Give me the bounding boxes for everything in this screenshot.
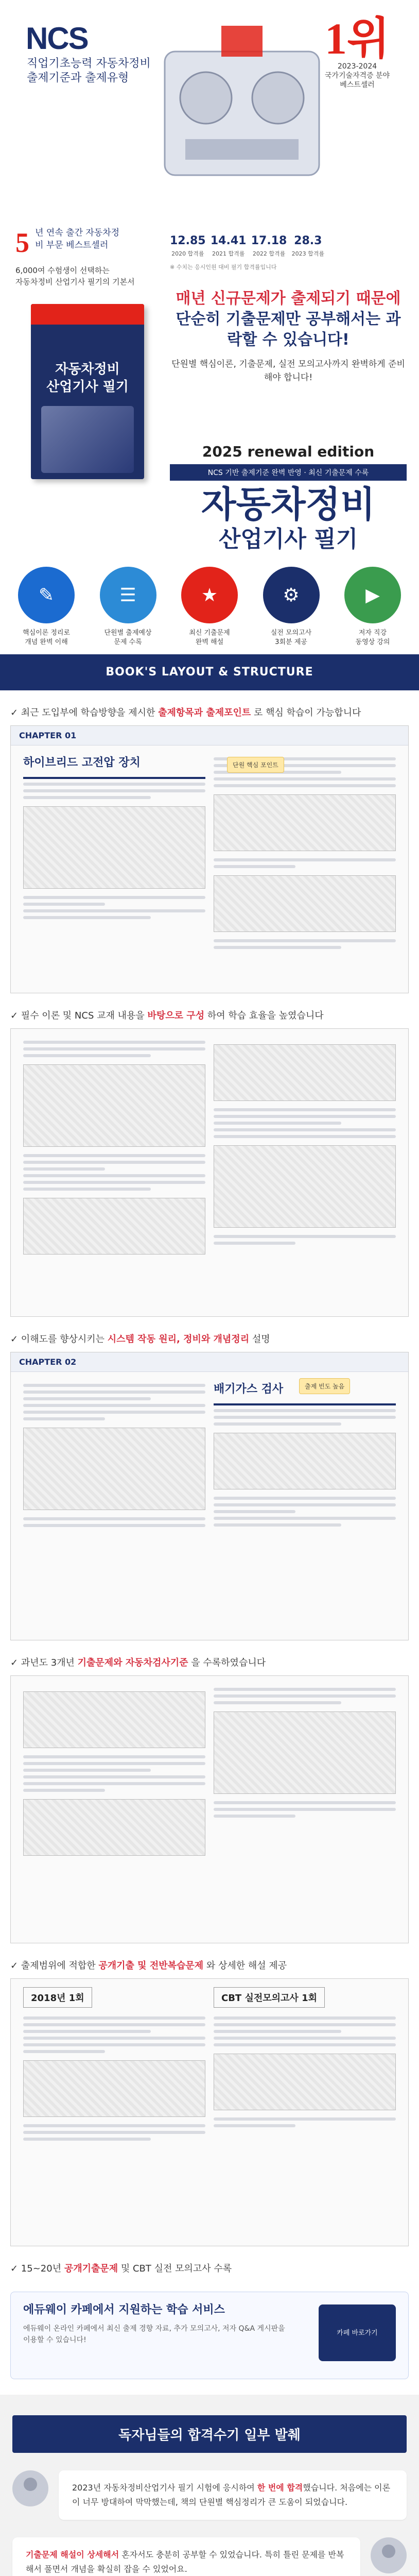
page-preview (10, 1675, 409, 1943)
review-item (12, 2470, 407, 2520)
page-preview (10, 725, 409, 993)
feature-list (10, 567, 409, 647)
cafe-link-button[interactable]: 카페 바로가기 (319, 2304, 396, 2361)
exam-note (170, 289, 407, 384)
preview-diagram (214, 1145, 396, 1228)
engine-illustration (144, 10, 340, 216)
preview-diagram (214, 1433, 396, 1489)
feature-icon: ⚙ (263, 567, 320, 623)
preview-diagram (214, 875, 396, 932)
feature-icon: ✎ (18, 567, 75, 623)
book-cover (31, 304, 144, 479)
book-cover-title: 자동차정비 산업기사 필기 (46, 362, 129, 395)
five-years-small: 6,000여 수험생이 선택하는 자동차정비 산업기사 필기의 기본서 (15, 266, 135, 286)
feature-item: ▶ 저자 직강 동영상 강의 (337, 567, 409, 647)
page-preview (10, 1978, 409, 2246)
cbt-mock-tab: CBT 실전모의고사 1회 (214, 1987, 325, 2008)
five-years-text: 년 연속 출간 자동차정비 부문 베스트셀러 (35, 228, 120, 250)
preview-diagram (23, 1428, 205, 1510)
preview-title: 하이브리드 고전압 장치 (23, 756, 141, 769)
stat-item: 28.3 2023 합격률 (291, 234, 324, 257)
preview-callout: 출제 빈도 높음 (299, 1378, 350, 1394)
cafe-promo (10, 2292, 409, 2379)
exam-note-line2: 단순히 기출문제만 공부해서는 과락할 수 있습니다! (176, 310, 401, 349)
layout-blurb: ✓ 최근 도입부에 학습방향을 제시한 출제항목과 출제포인트 로 핵심 학습이 가능합니다 (10, 707, 361, 718)
preview-title: 배기가스 검사 (214, 1383, 284, 1396)
title-block (170, 443, 407, 554)
feature-item: ★ 최신 기출문제 완벽 해설 (173, 567, 246, 647)
avatar (12, 2470, 48, 2506)
stat-item: 17.18 2022 합격률 (251, 234, 287, 257)
preview-diagram (214, 1711, 396, 1794)
stats-note: ※ 수치는 응시인원 대비 필기 합격률입니다 (170, 264, 277, 270)
pass-rate-stats (170, 234, 324, 258)
preview-diagram (214, 2054, 396, 2110)
five-year-bestseller (15, 227, 149, 287)
layout-blurb: ✓ 15~20년 공개기출문제 및 CBT 실전 모의고사 수록 (10, 2263, 232, 2274)
promo-title: 에듀웨이 카페에서 지원하는 학습 서비스 (23, 2303, 225, 2316)
rank-number: 1위 (324, 14, 390, 63)
ncs-logo: NCS (26, 21, 88, 56)
preview-diagram (23, 1799, 205, 1856)
promo-desc: 에듀웨이 온라인 카페에서 최신 출제 경향 자료, 추가 모의고사, 저자 Q&A 게시판을 이용할 수 있습니다! (23, 2325, 285, 2344)
layout-blurb: ✓ 과년도 3개년 기출문제와 자동차검사기준 을 수록하였습니다 (10, 1657, 266, 1668)
review-bubble: 2023년 자동차정비산업기사 필기 시험에 응시하여 한 번에 합격했습니다. 처음에는 이론이 너무 방대하여 막막했는데, 책의 단원별 핵심정리가 큰 도움이 되었습니다. (59, 2470, 407, 2520)
ncs-subtitle: 직업기초능력 자동차정비 출제기준과 출제유형 (27, 57, 151, 84)
sub-title: 산업기사 필기 (218, 526, 358, 552)
layout-band: BOOK'S LAYOUT & STRUCTURE (0, 654, 419, 690)
feature-icon: ★ (181, 567, 238, 623)
preview-header: CHAPTER 01 (11, 726, 408, 745)
preview-diagram (214, 794, 396, 851)
layout-blurb: ✓ 필수 이론 및 NCS 교재 내용을 바탕으로 구성 하여 학습 효율을 높였습니다 (10, 1010, 324, 1021)
preview-callout: 단원 핵심 포인트 (227, 757, 284, 773)
page-preview (10, 1028, 409, 1317)
avatar (371, 2537, 407, 2573)
feature-item: ✎ 핵심이론 정리로 개념 완벽 이해 (10, 567, 82, 647)
preview-diagram (23, 1691, 205, 1748)
layout-blurb: ✓ 이해도를 향상시키는 시스템 작동 원리, 정비와 개념정리 설명 (10, 1334, 270, 1345)
main-title: 자동차정비 (201, 483, 376, 526)
layout-blurb: ✓ 출제범위에 적합한 공개기출 및 전반복습문제 와 상세한 해설 제공 (10, 1960, 287, 1971)
exam-note-line3: 단원별 핵심이론, 기출문제, 실전 모의고사까지 완벽하게 준비해야 합니다! (171, 359, 405, 383)
reviews-header: 독자님들의 합격수기 일부 발췌 (12, 2415, 407, 2453)
review-item (12, 2537, 407, 2576)
edition-label: 2025 renewal edition (202, 443, 375, 460)
review-bubble: 기출문제 해설이 상세해서 혼자서도 충분히 공부할 수 있었습니다. 특히 틀린 문제를 반복해서 풀면서 개념을 확실히 잡을 수 있었어요. (12, 2537, 360, 2576)
rank-label: 2023-2024 국가기술자격증 분야 베스트셀러 (324, 62, 390, 89)
exam-note-line1: 매년 신규문제가 출제되기 때문에 (176, 290, 401, 308)
stat-item: 14.41 2021 합격률 (210, 234, 247, 257)
page-preview (10, 1352, 409, 1640)
book-cover-image (41, 406, 134, 473)
series-strip: NCS 기반 출제기준 완벽 반영 · 최신 기출문제 수록 (170, 464, 407, 481)
layout-section (0, 706, 419, 2276)
feature-item: ☰ 단원별 출제예상 문제 수록 (92, 567, 164, 647)
preview-header: CHAPTER 02 (11, 1352, 408, 1372)
feature-icon: ☰ (100, 567, 156, 623)
stat-item: 12.85 2020 합격률 (170, 234, 206, 257)
preview-diagram (23, 2060, 205, 2117)
preview-diagram (23, 1064, 205, 1147)
preview-diagram (23, 1198, 205, 1255)
preview-diagram (23, 806, 205, 889)
hero-section (0, 0, 419, 654)
preview-diagram (214, 1044, 396, 1101)
feature-icon: ▶ (344, 567, 401, 623)
reviews-section (0, 2395, 419, 2576)
exam-year-tab: 2018년 1회 (23, 1987, 92, 2008)
feature-item: ⚙ 실전 모의고사 3회분 제공 (255, 567, 327, 647)
book-strip (31, 304, 144, 325)
rank-badge (316, 15, 398, 103)
five-years-number: 5 (15, 227, 29, 258)
